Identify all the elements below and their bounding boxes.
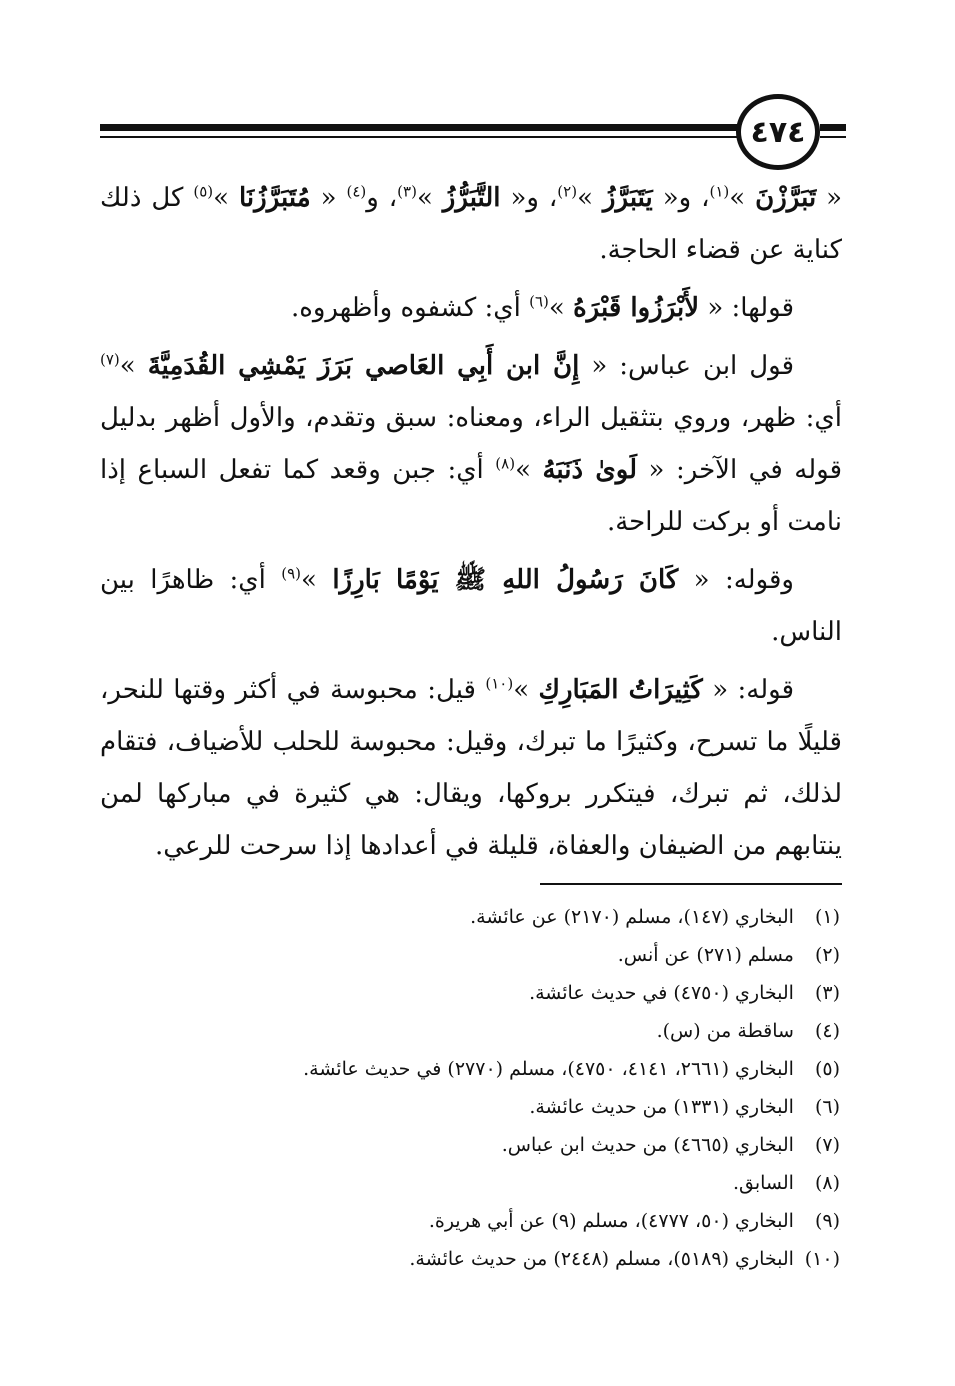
text-run: « <box>816 183 843 213</box>
quoted-term: التَّبَرُّزُ <box>442 183 501 213</box>
text-run: ، و <box>366 183 398 213</box>
text-run: كل ذلك كناية عن قضاء الحاجة. <box>100 183 842 265</box>
footnote <box>100 1164 842 1202</box>
quoted-term: يَتَبَرَّزُ <box>602 183 653 213</box>
footnote-text: مسلم (٢٧١) عن أنس. <box>617 944 794 966</box>
header-rule <box>100 124 740 131</box>
footnote-number: (٢) <box>814 944 840 966</box>
text-run: « <box>310 183 347 213</box>
text-run: » <box>301 565 333 595</box>
body-text <box>100 172 842 878</box>
text-run: » <box>548 293 574 323</box>
header-rule-right <box>820 124 846 131</box>
footnote <box>100 1240 842 1278</box>
footnote-text: ساقطة من (س). <box>656 1020 794 1042</box>
footnote-separator <box>540 883 842 885</box>
footnote <box>100 1012 842 1050</box>
header-rule-thin <box>100 136 740 138</box>
footnote-text: البخاري (٤٦٦٥) من حديث ابن عباس. <box>501 1134 794 1156</box>
text-run: أي: كشفوه وأظهروه. <box>290 293 530 323</box>
text-run: وقوله: « <box>678 565 794 595</box>
footnote-number: (١٠) <box>804 1248 840 1270</box>
page-number: ٤٧٤ <box>736 94 820 170</box>
text-run: ، و« <box>500 183 558 213</box>
text-run: » <box>577 183 603 213</box>
footnote-number: (٩) <box>814 1210 840 1232</box>
text-run: » <box>729 183 756 213</box>
footnote-number: (٤) <box>814 1020 840 1042</box>
header-rule-right-thin <box>820 136 846 138</box>
quoted-term: مُتَبَرَّزُنَا <box>239 183 311 213</box>
footnote-text: البخاري (٥٠، ٤٧٧٧)، مسلم (٩) عن أبي هريرة. <box>428 1210 794 1232</box>
footnote-ref: (٢) <box>557 182 578 201</box>
text-run: أي: ظهر، وروي بتثقيل الراء، ومعناه: سبق وتقدم، والأول أظهر بدليل قوله في الآخر: « <box>100 403 842 485</box>
footnote-ref: (٥) <box>193 182 214 201</box>
footnote-text: البخاري (١٣٣١) من حديث عائشة. <box>529 1096 794 1118</box>
text-run: » <box>213 183 239 213</box>
text-run: أي: جبن وقعد كما تفعل السباع إذا نامت أو بركت للراحة. <box>100 455 842 537</box>
footnote <box>100 974 842 1012</box>
footnote-ref: (٦) <box>529 292 549 311</box>
text-run: » <box>515 455 543 485</box>
text-run: أي: ظاهرًا بين الناس. <box>100 565 842 647</box>
paragraph <box>100 340 842 548</box>
footnote <box>100 1202 842 1240</box>
quoted-term: تَبَرَّزْنَ <box>755 183 817 213</box>
footnote-text: البخاري (٥١٨٩)، مسلم (٢٤٤٨) من حديث عائشة. <box>409 1248 794 1270</box>
footnote-ref: (١٠) <box>485 674 514 693</box>
footnote <box>100 1088 842 1126</box>
footnotes-list <box>100 898 842 1278</box>
footnote-number: (٣) <box>814 982 840 1004</box>
footnote <box>100 936 842 974</box>
footnote-text: البخاري (٤٧٥٠) في حديث عائشة. <box>529 982 794 1004</box>
footnote-ref: (٩) <box>281 564 302 583</box>
paragraph <box>100 282 842 334</box>
footnote-ref: (٧) <box>100 350 120 369</box>
footnote <box>100 898 842 936</box>
paragraph <box>100 554 842 658</box>
quoted-term: لَوىٰ ذَنَبَهُ <box>542 455 638 485</box>
footnote-number: (٥) <box>814 1058 840 1080</box>
footnote <box>100 1050 842 1088</box>
footnote-ref: (٤) <box>346 182 367 201</box>
footnote-text: السابق. <box>732 1172 794 1194</box>
paragraph <box>100 172 842 276</box>
footnote-number: (٨) <box>814 1172 840 1194</box>
footnote-ref: (٣) <box>397 182 417 201</box>
quoted-term: كَثِيرَاتُ المَبَارِكِ <box>538 675 703 705</box>
text-run: قولها: « <box>699 293 794 323</box>
footnote <box>100 1126 842 1164</box>
quoted-term: كَانَ رَسُولُ اللهِ ﷺ يَوْمًا بَارِزًا <box>332 565 679 595</box>
text-run: قيل: محبوسة في أكثر وقتها للنحر، قليلًا ما تسرح، وكثيرًا ما تبرك، وقيل: محبوسة للحلب للأضياف، فتقام لذلك، ثم تبرك، فيتكرر بروكها، ويقال: هي كثيرة في مباركها لمن ينتابهم من الضيفان والعفاة، قليلة في أعدادها إذا سرحت للرعي. <box>100 675 842 861</box>
text-run: قول ابن عباس: « <box>579 351 795 381</box>
footnote-number: (٦) <box>814 1096 840 1118</box>
footnote-text: البخاري (٢٦٦١، ٤١٤١، ٤٧٥٠)، مسلم (٢٧٧٠) في حديث عائشة. <box>303 1058 794 1080</box>
paragraph <box>100 664 842 872</box>
footnote-ref: (٨) <box>495 454 516 473</box>
text-run: قوله: « <box>702 675 794 705</box>
quoted-term: إِنَّ ابن أَبِي العَاصي بَرَزَ يَمْشِي القُدَمِيَّةَ <box>147 351 580 381</box>
text-run: » <box>513 675 539 705</box>
text-run: » <box>416 183 443 213</box>
footnote-text: البخاري (١٤٧)، مسلم (٢١٧٠) عن عائشة. <box>470 906 794 928</box>
footnote-number: (١) <box>814 906 840 928</box>
text-run: » <box>119 351 148 381</box>
page-header <box>0 0 955 170</box>
footnote-number: (٧) <box>814 1134 840 1156</box>
text-run: ، و« <box>652 183 710 213</box>
quoted-term: لأَبْرَزُوا قَبْرَهُ <box>573 293 700 323</box>
footnote-ref: (١) <box>709 182 730 201</box>
